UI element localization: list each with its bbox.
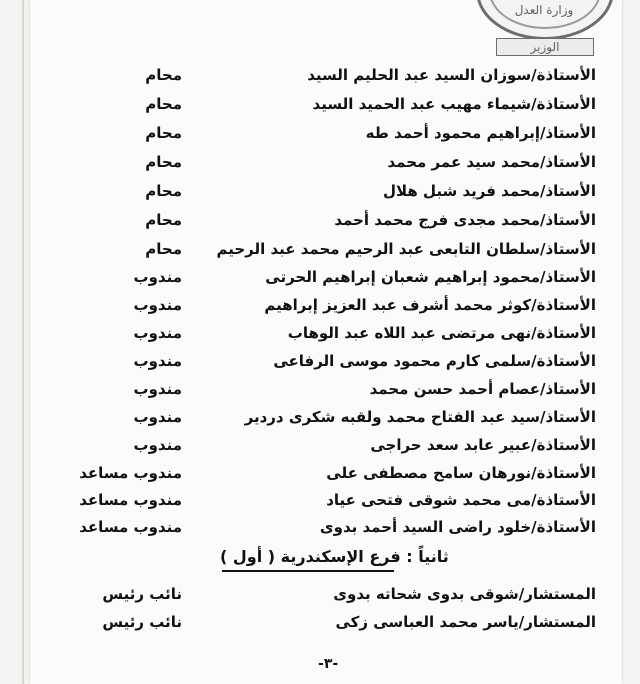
counselor-role: نائب رئيس (102, 585, 182, 603)
entry-name: الأستاذة/نهى مرتضى عبد اللاه عبد الوهاب (287, 324, 596, 342)
entry-row (0, 349, 640, 373)
entry-row (0, 433, 640, 457)
entry-row (0, 515, 640, 539)
entry-row (0, 121, 640, 145)
entry-row (0, 63, 640, 87)
entry-row (0, 321, 640, 345)
entry-name: الأستاذ/إبراهيم محمود أحمد طه (365, 124, 596, 142)
entry-name: الأستاذ/محمد فريد شبل هلال (383, 182, 596, 200)
entry-name: الأستاذة/سلمى كارم محمود موسى الرفاعى (273, 352, 596, 370)
entry-name: الأستاذة/مى محمد شوقى فتحى عياد (326, 491, 596, 509)
entry-row (0, 265, 640, 289)
entry-row (0, 150, 640, 174)
entry-name: الأستاذة/خلود راضى السيد أحمد بدوى (319, 518, 596, 536)
entry-name: الأستاذة/سوزان السيد عبد الحليم السيد (307, 66, 596, 84)
entry-role: مندوب (133, 436, 182, 454)
entry-row (0, 405, 640, 429)
entry-row (0, 92, 640, 116)
entry-role: مندوب (133, 380, 182, 398)
counselor-role: نائب رئيس (102, 613, 182, 631)
entry-name: الأستاذة/شيماء مهيب عبد الحميد السيد (312, 95, 596, 113)
entry-name: الأستاذ/سلطان التابعى عبد الرحيم محمد عبد الرحيم (216, 240, 596, 258)
counselor-row (0, 610, 640, 634)
entry-role: مندوب (133, 296, 182, 314)
entry-role: مندوب مساعد (79, 518, 182, 536)
counselor-name: المستشار/شوقى بدوى شحاته بدوى (333, 585, 596, 603)
counselor-name: المستشار/ياسر محمد العباسى زكى (335, 613, 596, 631)
entry-name: الأستاذة/عبير عابد سعد حراجى (370, 436, 596, 454)
entry-row (0, 461, 640, 485)
entry-name: الأستاذة/نورهان سامح مصطفى على (326, 464, 596, 482)
entry-row (0, 208, 640, 232)
entry-name: الأستاذ/عصام أحمد حسن محمد (369, 380, 596, 398)
seal-text: وزارة العدل (514, 3, 574, 17)
header-label-box (496, 38, 594, 56)
entry-role: مندوب (133, 408, 182, 426)
entry-row (0, 237, 640, 261)
entry-role: محام (145, 95, 182, 113)
entry-name: الأستاذ/محمد سيد عمر محمد (387, 153, 596, 171)
entry-role: مندوب مساعد (79, 464, 182, 482)
entry-name: الأستاذ/محمد مجدى فرج محمد أحمد (334, 211, 596, 229)
entry-role: مندوب مساعد (79, 491, 182, 509)
entry-role: مندوب (133, 324, 182, 342)
entry-name: الأستاذ/سيد عبد الفتاح محمد ولقبه شكرى دردير (244, 408, 596, 426)
entry-name: الأستاذ/محمود إبراهيم شعبان إبراهيم الحرتى (265, 268, 596, 286)
entry-role: محام (145, 211, 182, 229)
entry-role: محام (145, 124, 182, 142)
entry-row (0, 377, 640, 401)
page-number: -٣- (318, 656, 339, 672)
entry-name: الأستاذة/كوثر محمد أشرف عبد العزيز إبراهيم (264, 296, 596, 314)
entry-role: محام (145, 153, 182, 171)
entry-role: محام (145, 182, 182, 200)
entry-row (0, 488, 640, 512)
entry-role: محام (145, 240, 182, 258)
entry-row (0, 293, 640, 317)
section-heading-underline (222, 570, 394, 572)
section-heading: ثانياً : فرع الإسكندرية ( أول ) (220, 547, 449, 566)
counselor-row (0, 582, 640, 606)
entry-role: مندوب (133, 352, 182, 370)
entry-row (0, 179, 640, 203)
entry-role: محام (145, 66, 182, 84)
header-label: الوزير (530, 40, 560, 54)
entry-role: مندوب (133, 268, 182, 286)
